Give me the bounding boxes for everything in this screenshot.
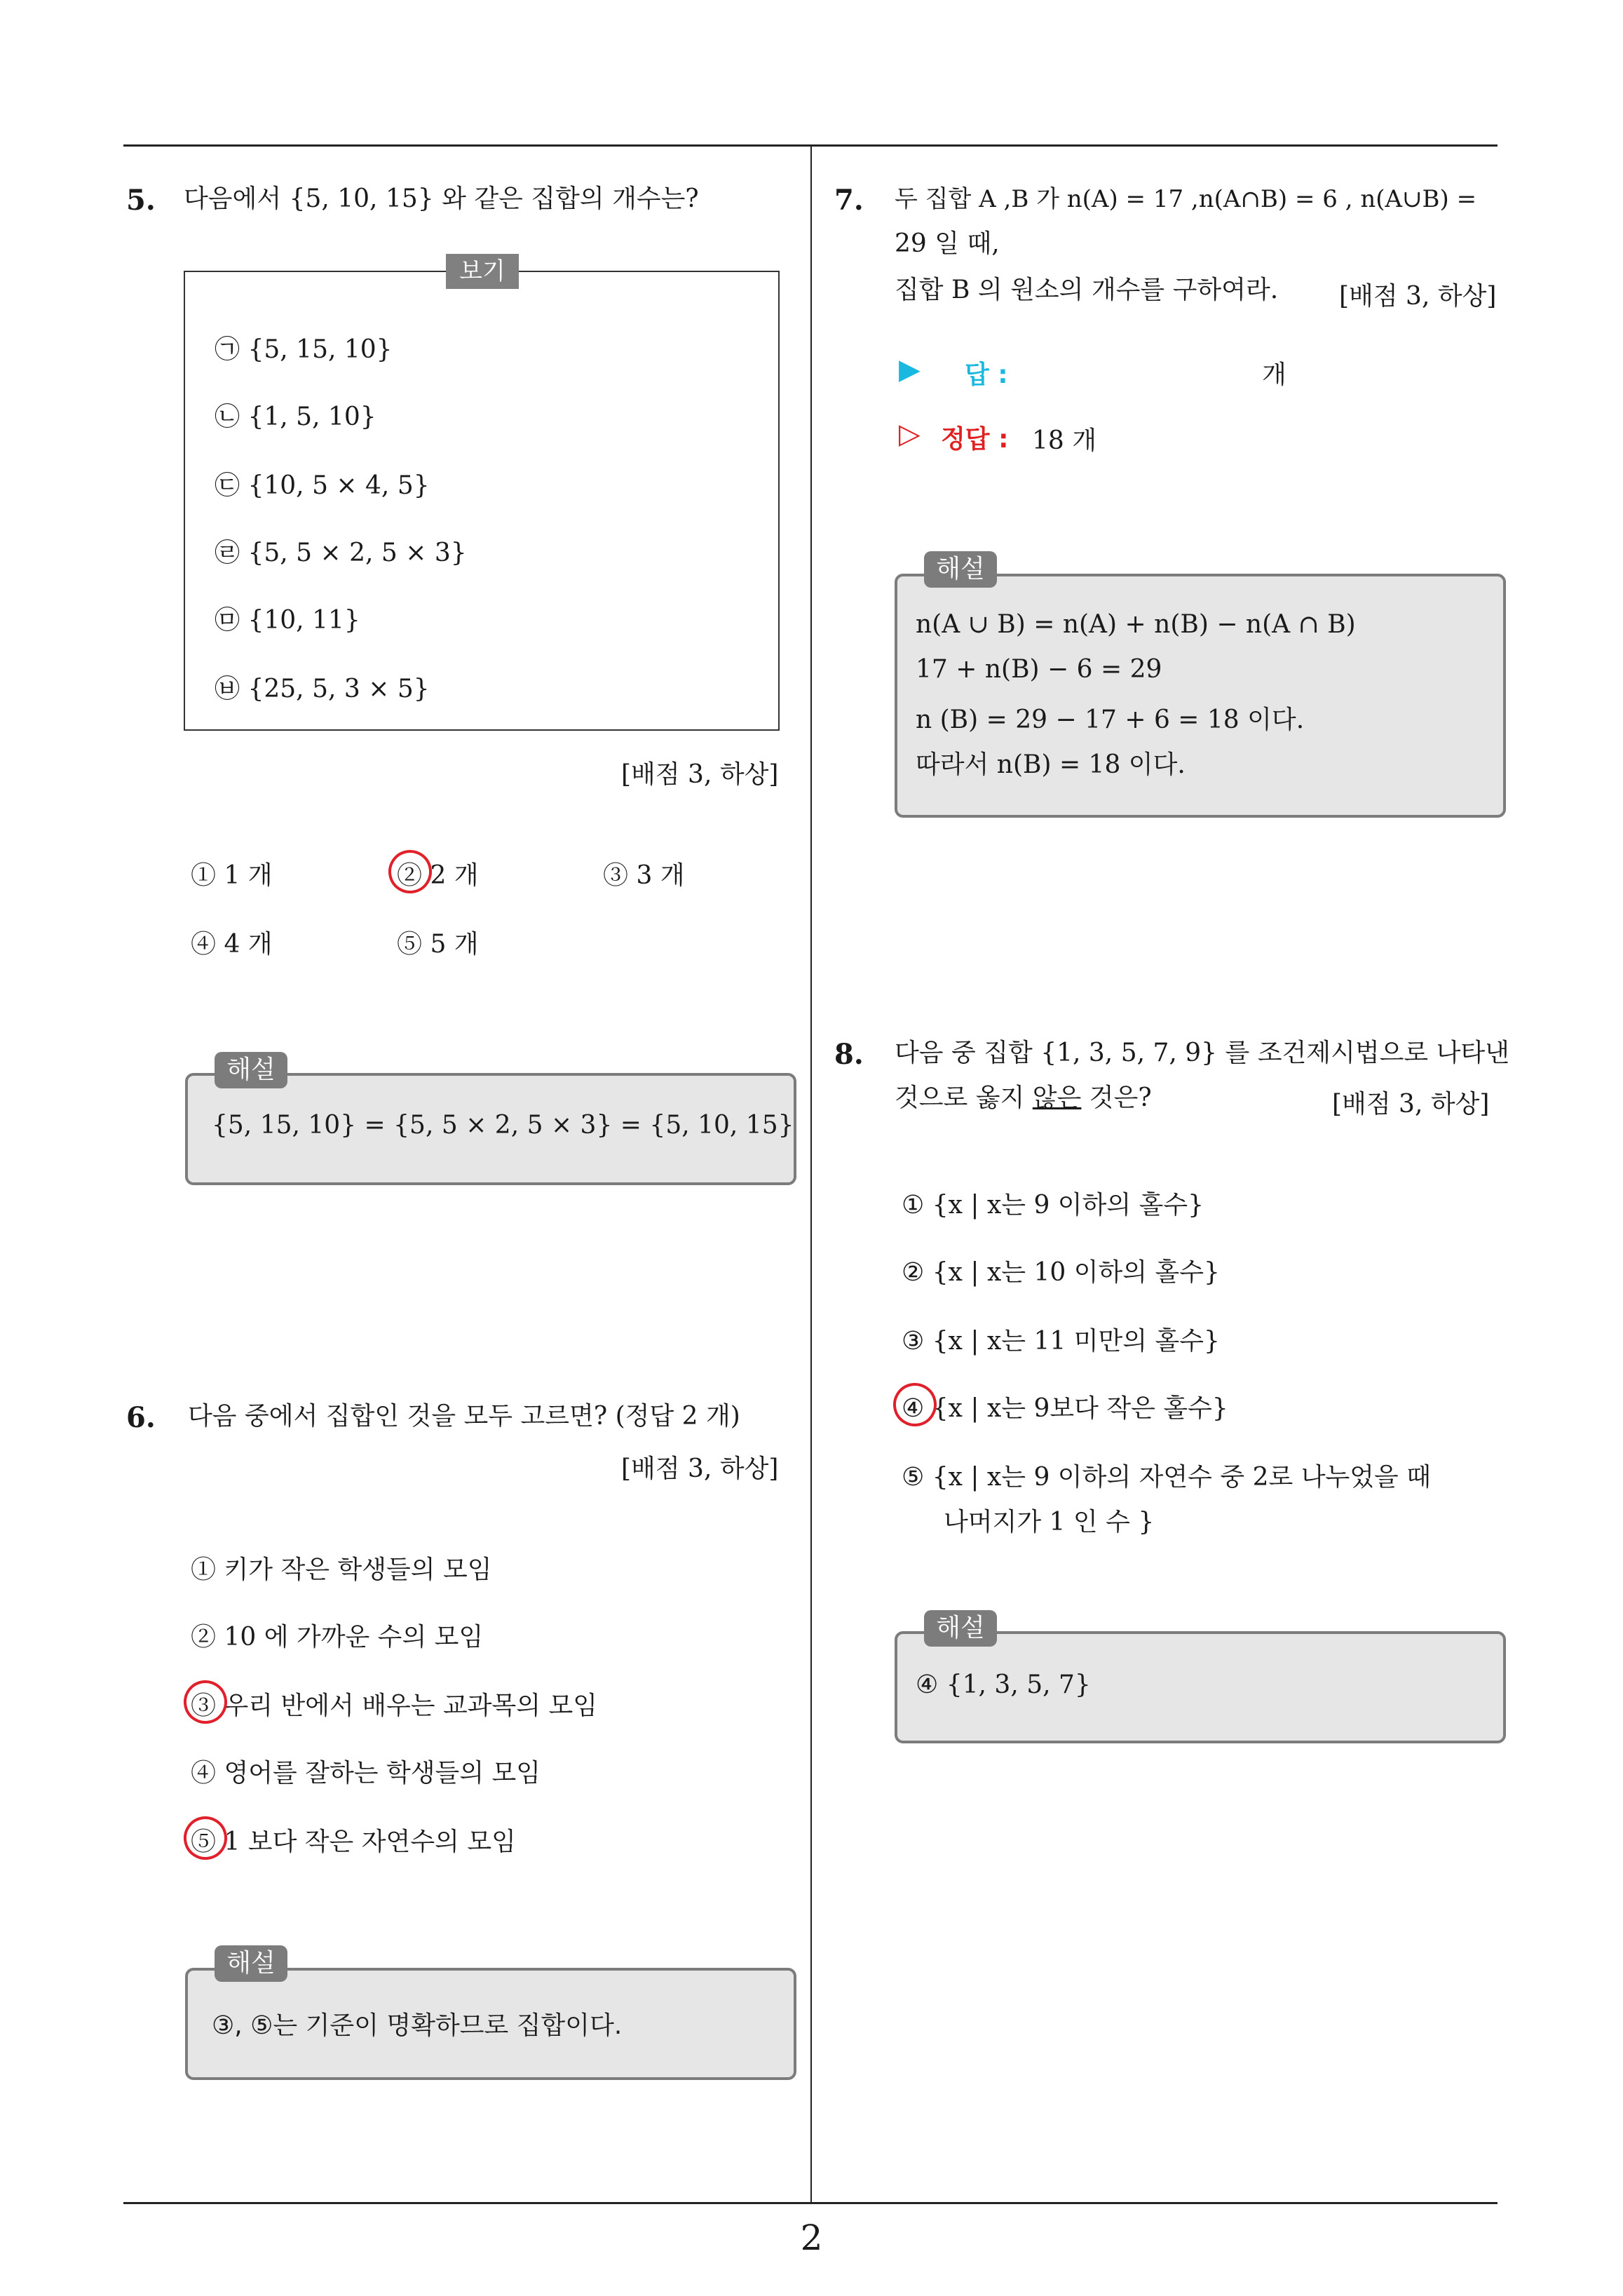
- haeseol-line: n (B) = 29 − 17 + 6 = 18 이다.: [916, 705, 1305, 734]
- bogi-marker: ㉢: [215, 471, 240, 500]
- choice-5[interactable]: ⑤ {x | x는 9 이하의 자연수 중 2로 나누었을 때: [902, 1463, 1432, 1492]
- page-number: 2: [800, 2217, 823, 2258]
- choice-3[interactable]: ③ 3 개: [603, 861, 685, 890]
- correct-answer-value: 18 개: [1032, 426, 1097, 455]
- question-text-line2: [895, 1076, 1152, 1121]
- choice-5[interactable]: ⑤ 1 보다 작은 자연수의 모임: [191, 1828, 516, 1856]
- bogi-marker: ㉤: [215, 606, 240, 635]
- bogi-set: {10, 11}: [247, 606, 360, 635]
- bogi-set: {25, 5, 3 × 5}: [247, 675, 430, 703]
- bogi-item: [215, 600, 360, 636]
- bogi-marker: ㉣: [215, 539, 240, 567]
- bogi-item: [215, 397, 376, 433]
- correct-arrow-icon: ▷: [899, 418, 921, 450]
- choice-1[interactable]: ① {x | x는 9 이하의 홀수}: [902, 1191, 1204, 1220]
- choice-1[interactable]: ① 1 개: [191, 861, 273, 890]
- question-number: 5.: [126, 184, 156, 217]
- choice-2[interactable]: ② {x | x는 10 이하의 홀수}: [902, 1258, 1220, 1287]
- question-text: 다음 중에서 집합인 것을 모두 고르면? (정답 2 개): [188, 1402, 740, 1431]
- bogi-set: {5, 5 × 2, 5 × 3}: [247, 539, 467, 567]
- choice-4[interactable]: ④ {x | x는 9보다 작은 홀수}: [902, 1394, 1228, 1423]
- bogi-marker: ㉥: [215, 675, 240, 703]
- correct-answer-label: 정답 :: [941, 425, 1009, 454]
- column-divider: [810, 146, 812, 2203]
- question-number: 7.: [834, 184, 864, 217]
- haeseol-text: ④ {1, 3, 5, 7}: [916, 1670, 1091, 1699]
- choice-5-continued: 나머지가 1 인 수 }: [944, 1508, 1155, 1537]
- bogi-marker: ㉠: [215, 335, 240, 364]
- question-text-line3: 집합 B 의 원소의 개수를 구하여라.: [895, 276, 1279, 304]
- score-label: [배점 3, 하상]: [1339, 282, 1497, 311]
- bogi-item: [215, 330, 393, 365]
- choice-4[interactable]: ④ 4 개: [191, 930, 273, 959]
- question-text-part: 것으로 옳지: [895, 1083, 1033, 1112]
- choice-4[interactable]: ④ 영어를 잘하는 학생들의 모임: [191, 1759, 541, 1788]
- haeseol-label: 해설: [215, 1052, 287, 1088]
- haeseol-line: 따라서 n(B) = 18 이다.: [916, 750, 1186, 779]
- haeseol-label: 해설: [215, 1945, 287, 1982]
- answer-label: 답 :: [965, 360, 1008, 389]
- choice-2[interactable]: ② 2 개: [397, 861, 479, 890]
- choice-1[interactable]: ① 키가 작은 학생들의 모임: [191, 1555, 492, 1584]
- question-text-part: 것은?: [1081, 1083, 1152, 1112]
- bottom-rule: [123, 2202, 1498, 2204]
- haeseol-label: 해설: [924, 551, 997, 588]
- bogi-marker: ㉡: [215, 403, 240, 431]
- bogi-set: {10, 5 × 4, 5}: [247, 471, 430, 500]
- score-label: [배점 3, 하상]: [1332, 1090, 1490, 1119]
- score-label: [배점 3, 하상]: [621, 1454, 779, 1483]
- haeseol-label: 해설: [924, 1610, 997, 1647]
- choice-3[interactable]: ③ 우리 반에서 배우는 교과목의 모임: [191, 1691, 598, 1720]
- bogi-set: {1, 5, 10}: [247, 403, 376, 431]
- choice-3[interactable]: ③ {x | x는 11 미만의 홀수}: [902, 1327, 1220, 1356]
- haeseol-line: n(A ∪ B) = n(A) + n(B) − n(A ∩ B): [916, 610, 1356, 639]
- question-text-line1: 다음 중 집합 {1, 3, 5, 7, 9} 를 조건제시법으로 나타낸: [895, 1039, 1509, 1067]
- bogi-item: [215, 466, 430, 501]
- bogi-set: {5, 15, 10}: [247, 335, 393, 364]
- haeseol-text: {5, 15, 10} = {5, 5 × 2, 5 × 3} = {5, 10, 15}: [212, 1111, 794, 1140]
- bogi-label: 보기: [446, 254, 519, 289]
- score-label: [배점 3, 하상]: [621, 760, 779, 789]
- question-number: 6.: [126, 1401, 156, 1434]
- choice-5[interactable]: ⑤ 5 개: [397, 930, 479, 959]
- answer-unit: 개: [1262, 360, 1286, 389]
- question-text-line1: 두 집합 A ,B 가 n(A) = 17 ,n(A∩B) = 6 , n(A∪B) =: [895, 185, 1477, 213]
- choice-2[interactable]: ② 10 에 가까운 수의 모임: [191, 1623, 484, 1652]
- haeseol-line: 17 + n(B) − 6 = 29: [916, 655, 1162, 684]
- answer-arrow-icon: ▶: [899, 353, 921, 386]
- emphasis-underline: 않은: [1032, 1083, 1082, 1112]
- question-text: 다음에서 {5, 10, 15} 와 같은 집합의 개수는?: [184, 184, 699, 213]
- question-number: 8.: [834, 1038, 864, 1071]
- bogi-item: [215, 533, 467, 569]
- haeseol-text: ③, ⑤는 기준이 명확하므로 집합이다.: [212, 2011, 623, 2040]
- question-text-line2: 29 일 때,: [895, 229, 1000, 258]
- bogi-item: [215, 669, 430, 705]
